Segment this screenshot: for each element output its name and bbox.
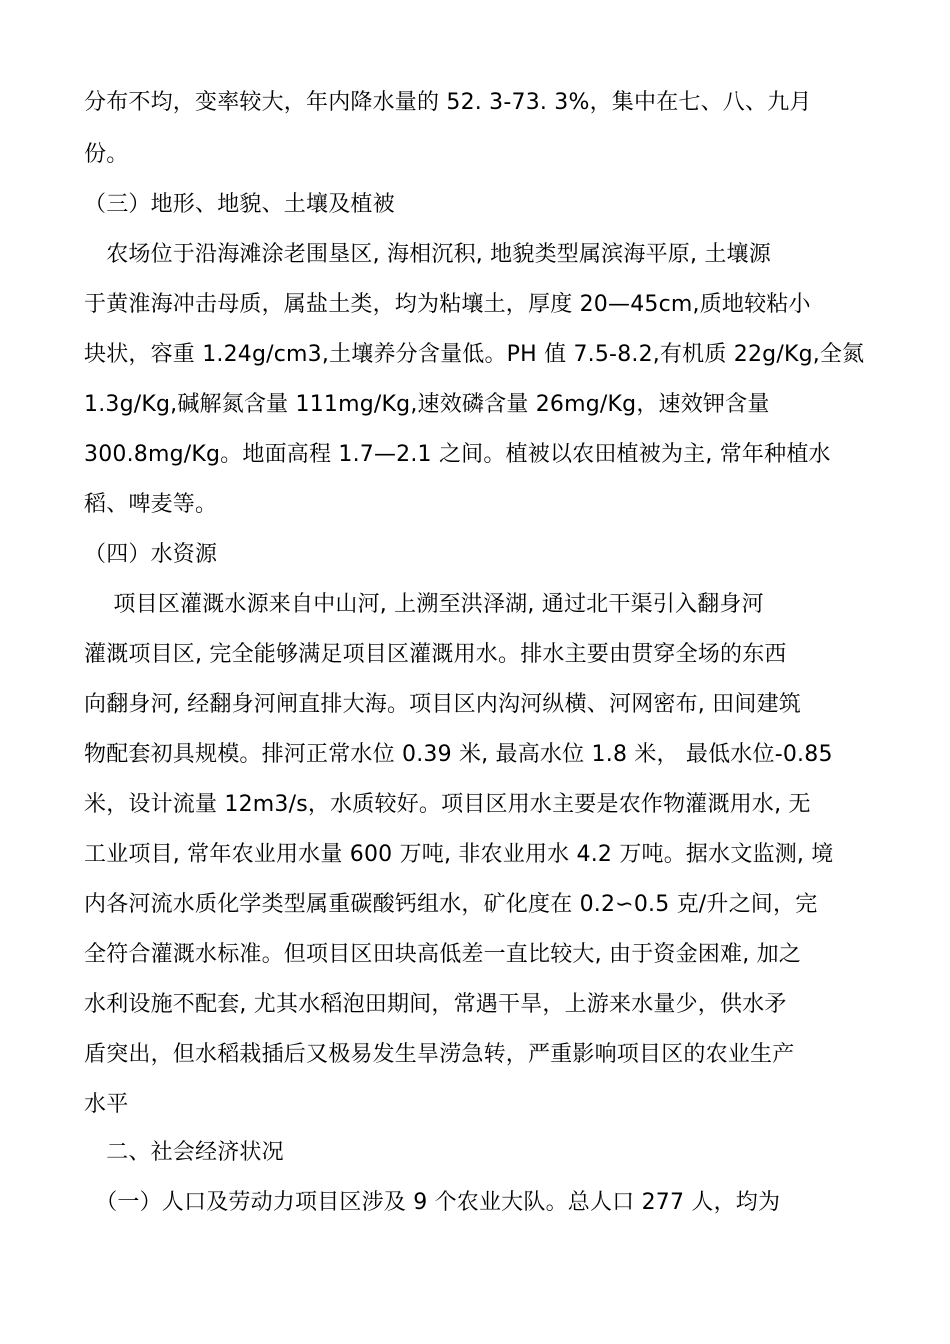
text-line: 灌溉项目区, 完全能够满足项目区灌溉用水。排水主要由贯穿全场的东西: [84, 642, 787, 667]
text-line: 1.3g/Kg,碱解氮含量 111mg/Kg,速效磷含量 26mg/Kg，速效钾含量: [84, 392, 770, 417]
section-heading: （四）水资源: [84, 542, 218, 567]
text-line: 工业项目, 常年农业用水量 600 万吨, 非农业用水 4.2 万吨。据水文监测, 境: [84, 842, 834, 867]
section-heading: （三）地形、地貌、土壤及植被: [84, 192, 395, 217]
text-line: 水平: [84, 1092, 129, 1117]
text-line: 全符合灌溉水标准。但项目区田块高低差一直比较大, 由于资金困难, 加之: [84, 942, 801, 967]
text-line: 水利设施不配套, 尤其水稻泡田期间，常遇干旱，上游来水量少，供水矛: [84, 992, 787, 1017]
text-line: 块状，容重 1.24g/cm3,土壤养分含量低。PH 值 7.5-8.2,有机质 22g/Kg,全氮: [84, 342, 865, 367]
text-line: 物配套初具规模。排河正常水位 0.39 米, 最高水位 1.8 米， 最低水位-0.85: [84, 742, 833, 767]
text-line: 份。: [84, 142, 129, 167]
text-line: 向翻身河, 经翻身河闸直排大海。项目区内沟河纵横、河网密布, 田间建筑: [84, 692, 801, 717]
text-line: 项目区灌溉水源来自中山河, 上溯至洪泽湖, 通过北干渠引入翻身河: [84, 592, 764, 617]
text-line: 农场位于沿海滩涂老围垦区, 海相沉积, 地貌类型属滨海平原, 土壤源: [84, 242, 771, 267]
text-line: （一）人口及劳动力项目区涉及 9 个农业大队。总人口 277 人，均为: [84, 1190, 781, 1215]
text-line: 盾突出，但水稻栽插后又极易发生旱涝急转，严重影响项目区的农业生产: [84, 1042, 795, 1067]
text-line: 米，设计流量 12m3/s，水质较好。项目区用水主要是农作物灌溉用水, 无: [84, 792, 811, 817]
section-heading: 二、社会经济状况: [84, 1140, 284, 1165]
text-line: 分布不均，变率较大，年内降水量的 52. 3-73. 3%，集中在七、八、九月: [84, 90, 812, 115]
text-line: 内各河流水质化学类型属重碳酸钙组水，矿化度在 0.2∽0.5 克/升之间，完: [84, 892, 818, 917]
text-line: 于黄淮海冲击母质，属盐土类，均为粘壤土，厚度 20—45cm,质地较粘小: [84, 292, 811, 317]
text-line: 300.8mg/Kg。地面高程 1.7—2.1 之间。植被以农田植被为主, 常年种植水: [84, 442, 831, 467]
text-line: 稻、啤麦等。: [84, 492, 218, 517]
